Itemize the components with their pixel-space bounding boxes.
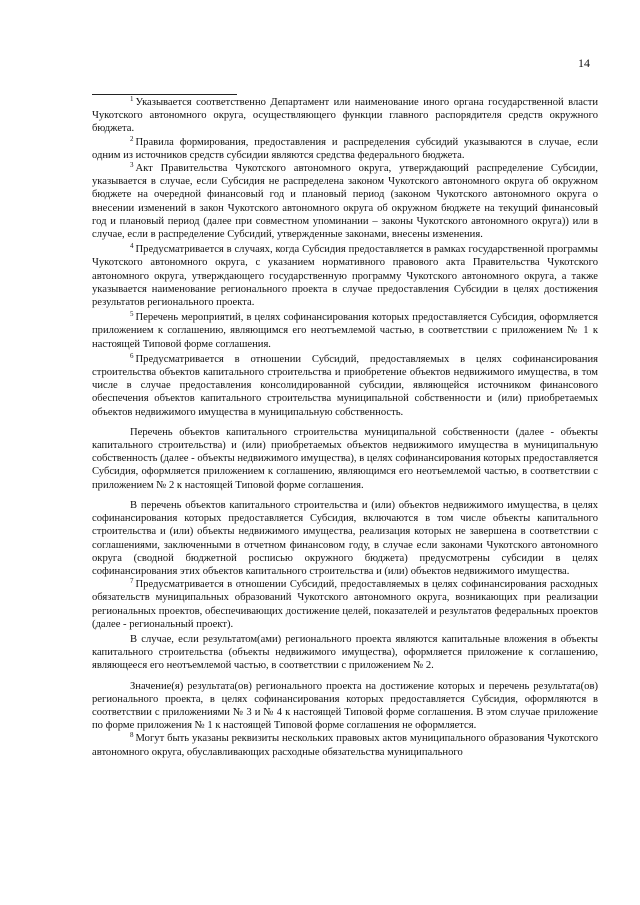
footnote-4 <box>92 243 598 309</box>
footnote-6-paragraph <box>92 426 598 492</box>
footnotes <box>92 96 598 759</box>
footnote-mark: 5 <box>130 310 134 319</box>
footnote-7 <box>92 578 598 631</box>
footnote-mark: 7 <box>130 577 134 586</box>
footnote-text: Предусматривается в отношении Субсидий, предоставляемых в целях софинансирования расходных обязательств муниципальных образований Чукотского автономного округа, возникающих при реализации региональных проектов, обеспечивающих достижение целей, показателей и результатов федеральных проектов (далее - региональный проект). <box>92 579 598 630</box>
footnote-mark: 6 <box>130 351 134 360</box>
footnote-8 <box>92 732 598 758</box>
footnote-separator <box>92 94 237 95</box>
page-number: 14 <box>578 56 590 70</box>
footnote-6-paragraph <box>92 499 598 578</box>
footnote-6 <box>92 353 598 419</box>
footnote-mark: 1 <box>130 95 134 103</box>
footnote-mark: 8 <box>130 731 134 740</box>
footnote-5 <box>92 311 598 351</box>
footnote-text: Предусматривается в случаях, когда Субсидия предоставляется в рамках государственной программы Чукотского автономного округа, с указанием нормативного правового акта Правительства Чукотского автономного округа, утверждающего государственную программу Чукотского автономного округа, а также указывается наименование регионального проекта в случае предоставления Субсидии в целях достижения результатов регионального проекта. <box>92 244 598 309</box>
footnote-text: Указывается соответственно Департамент или наименование иного органа государственной власти Чукотского автономного округа, осуществляющего функции главного распорядителя средств окружного бюджета. <box>92 97 598 135</box>
footnote-text: Перечень мероприятий, в целях софинансирования которых предоставляется Субсидия, оформляется приложением к соглашению, являющимся его неотъемлемой частью, в соответствии с приложением № 1 к настоящей Типовой форме соглашения. <box>92 312 598 350</box>
footnote-text: Акт Правительства Чукотского автономного округа, утверждающий распределение Субсидии, указывается в случае, если Субсидия не распределена законом Чукотского автономного округа об окружном бюджете на очередной финансовый год и плановый период (законом Чукотского автономного округа о внесении изменений в закон Чукотского автономного округа об окружном бюджете на текущий финансовый год и плановый период (далее при совместном упоминании – законы Чукотского автономного округа)) или в случае, если в распределение Субсидий, утвержденные законами, внесены изменения. <box>92 163 598 241</box>
footnote-mark: 2 <box>130 134 134 143</box>
footnote-2 <box>92 136 598 162</box>
footnote-text: В случае, если результатом(ами) регионального проекта являются капитальные вложения в объекты капитального строительства (объекты недвижимого имущества), оформляется приложение к соглашению, являющееся его неотъемлемой частью, в соответствии с приложением № 2. <box>92 633 598 672</box>
footnote-3 <box>92 162 598 241</box>
footnote-1 <box>92 96 598 136</box>
footnote-text: Значение(я) результата(ов) регионального проекта на достижение которых и перечень результата(ов) регионального проекта, в целях софинансирования которых предоставляется Субсидия, оформляются в соответствии с приложениями № 3 и № 4 к настоящей Типовой форме соглашения. В этом случае приложение по форме приложения № 1 к настоящей Типовой форме соглашения не оформляется. <box>92 680 598 732</box>
footnote-mark: 3 <box>130 161 134 170</box>
footnote-mark: 4 <box>130 242 134 251</box>
footnote-text: Могут быть указаны реквизиты нескольких правовых актов муниципального образования Чукотского автономного округа, обуславливающих расходные обязательства муниципального <box>92 733 598 758</box>
footnote-7-paragraph <box>92 633 598 673</box>
footnote-text: Правила формирования, предоставления и распределения субсидий указываются в случае, если одним из источников средств субсидии являются средства федерального бюджета. <box>92 136 598 161</box>
footnote-text: Перечень объектов капитального строительства муниципальной собственности (далее - объекты капитального строительства) и (или) приобретаемых объектов недвижимого имущества в муниципальную собственность (далее - объекты недвижимого имущества), в целях софинансирования которых предоставляется Субсидия, оформляется приложением к соглашению, являющимся его неотъемлемой частью, в соответствии с приложением № 2 к настоящей Типовой форме соглашения. <box>92 426 598 491</box>
footnote-text: В перечень объектов капитального строительства и (или) объектов недвижимого имущества, в целях софинансирования которых предоставляется Субсидия, включаются в том числе объекты капитального строительства и (или) объекты недвижимого имущества, реализация которых не завершена в соответствии с соглашениями, заключенными в отчетном финансовом году, в случае если законами Чукотского автономного округа (сводной бюджетной росписью окружного бюджета) предусмотрены субсидии в целях софинансирования этих объектов капитального строительства и (или) объектов недвижимого имущества. <box>92 499 598 577</box>
footnote-text: Предусматривается в отношении Субсидий, предоставляемых в целях софинансирования строительства объектов капитального строительства и приобретение объектов недвижимого имущества, в том числе в случае предоставления консолидированной субсидии, являющейся источником финансового обеспечения объектов капитального строительства муниципальной собственности и (или) приобретаемых объектов недвижимого имущества в муниципальную собственность. <box>92 353 598 418</box>
footnote-7-paragraph <box>92 680 598 733</box>
